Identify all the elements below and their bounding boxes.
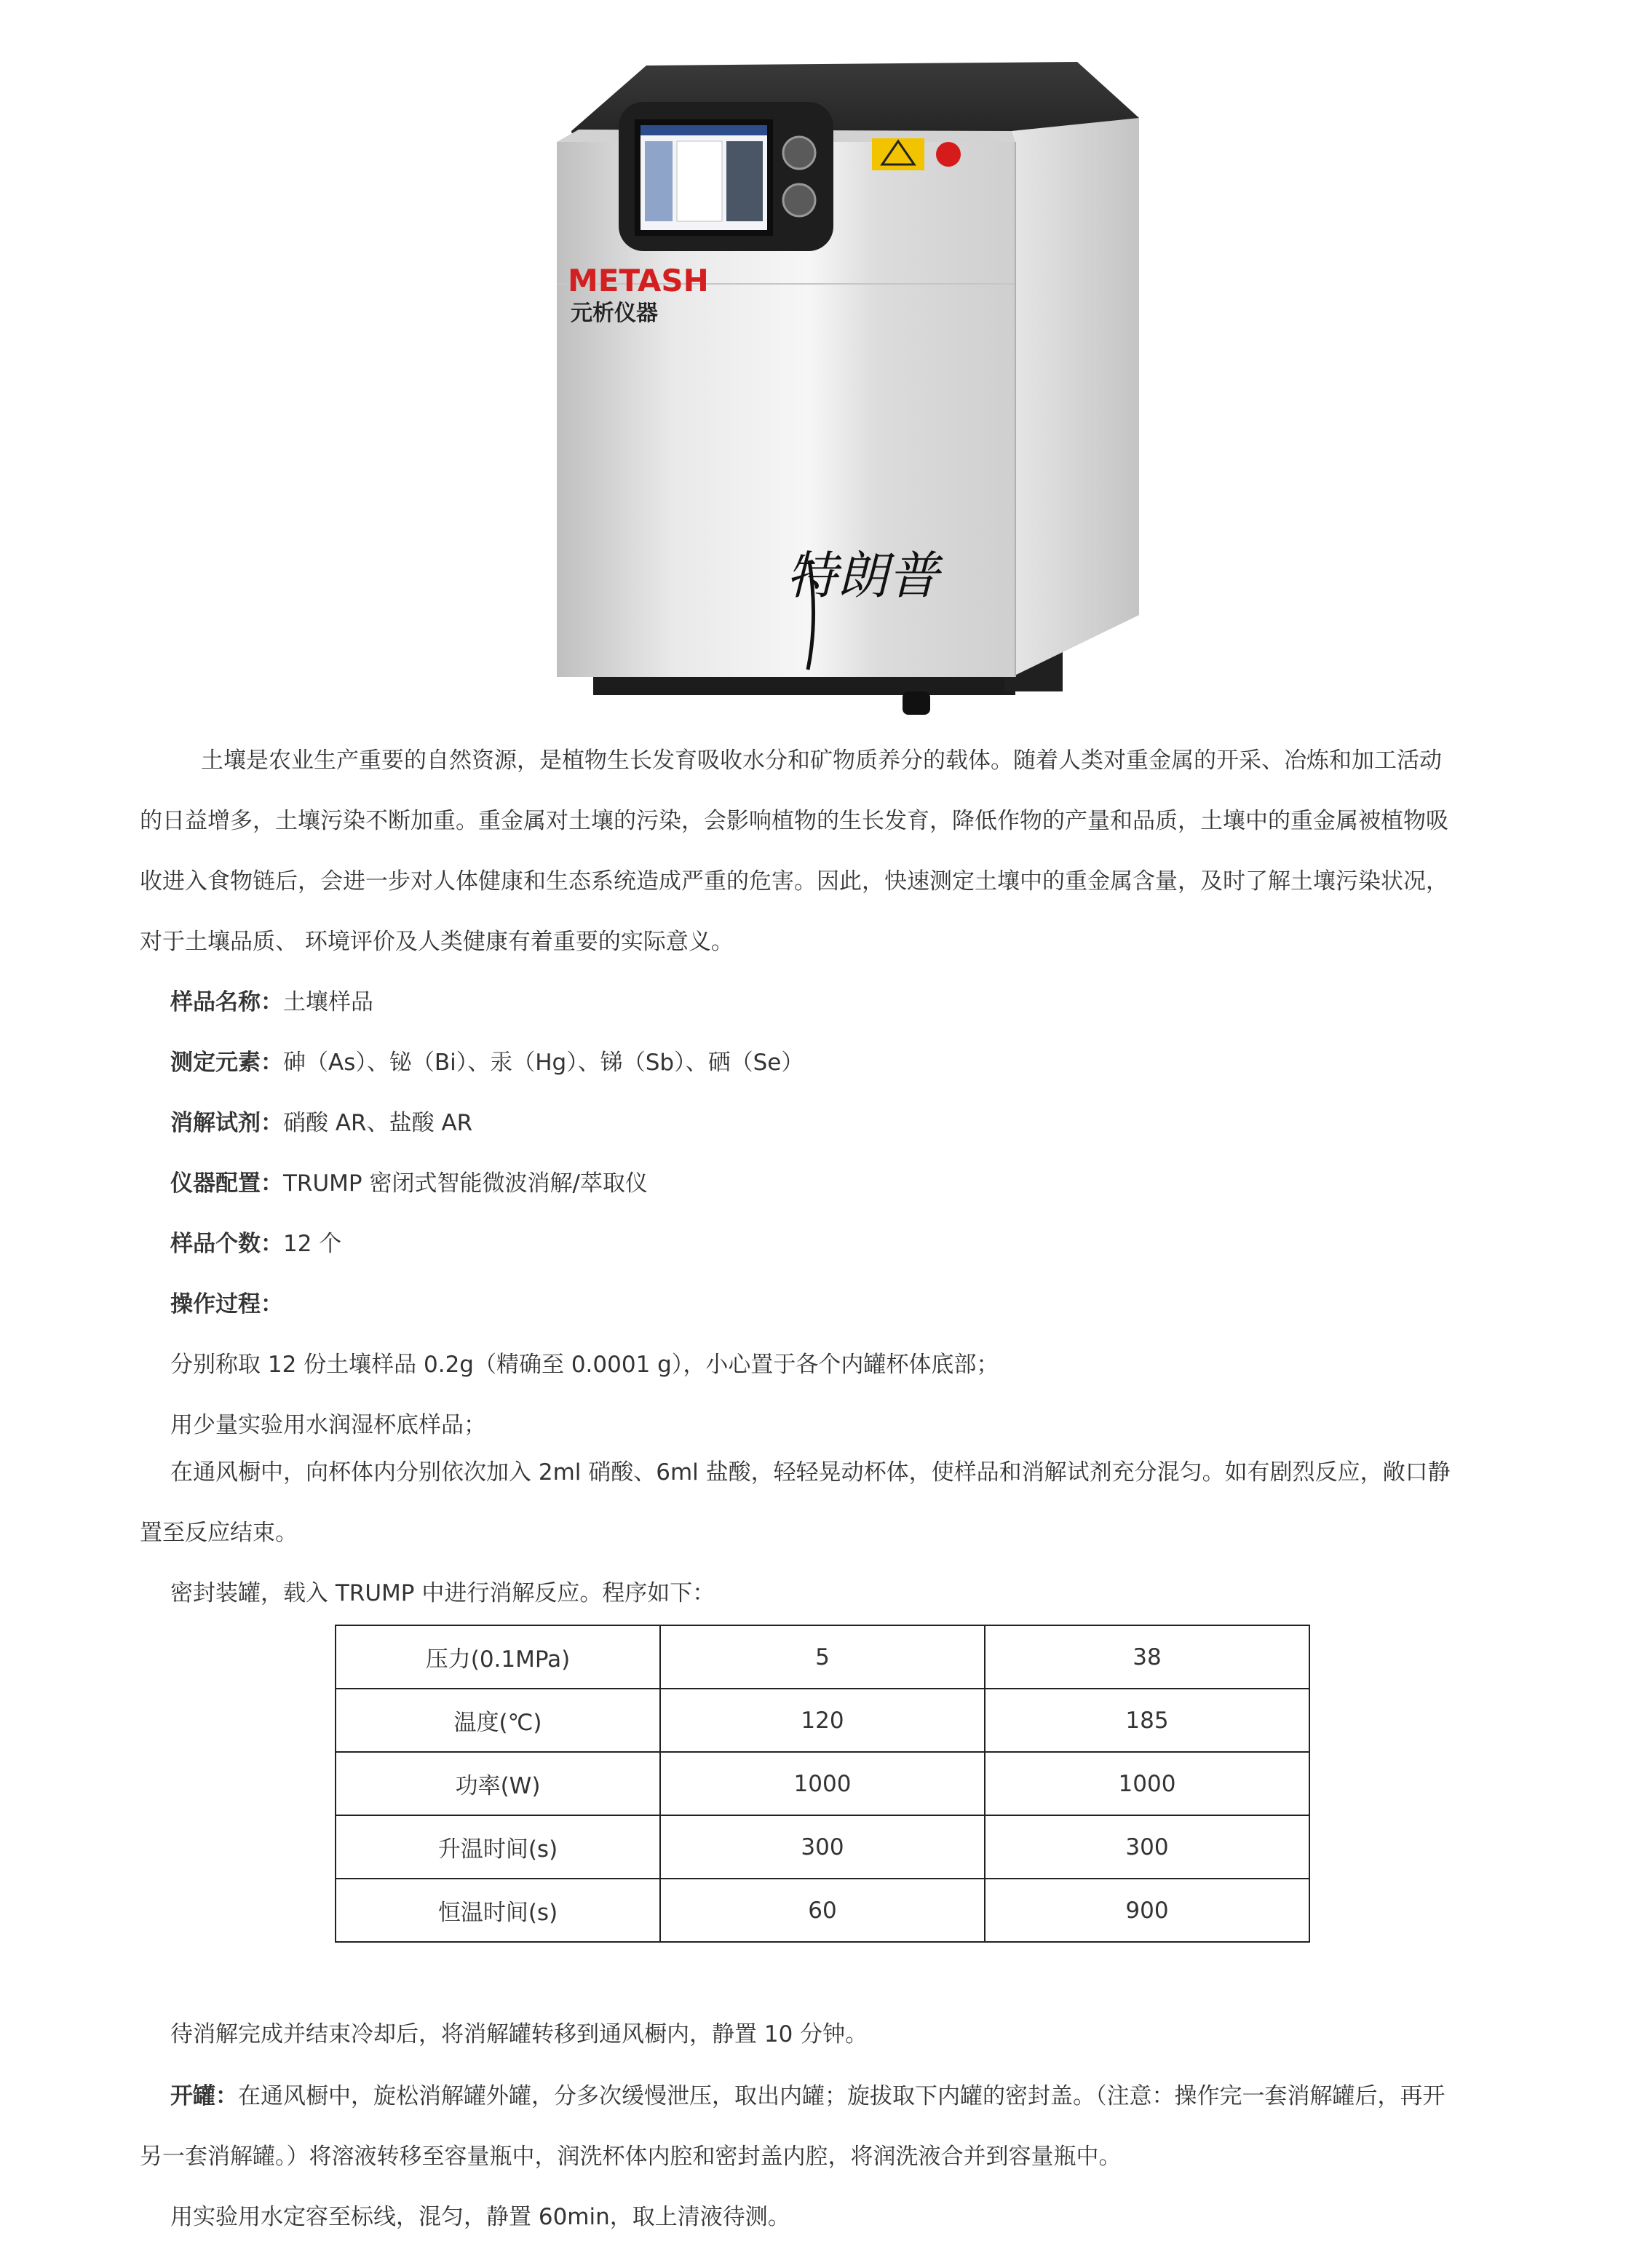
intro-line-1: 土壤是农业生产重要的自然资源，是植物生长发育吸收水分和矿物质养分的载体。随着人类对重金属的开采、冶炼和加工活动 <box>201 748 1442 774</box>
model-signature: 特朗普 <box>786 546 939 606</box>
table-cell: 恒温时间(s) <box>336 1879 660 1942</box>
brand-logo-text: METASH <box>568 263 709 298</box>
step-open-vessel <box>170 2082 1445 2111</box>
field-reagents <box>170 1109 472 1138</box>
table-row <box>336 1752 1309 1815</box>
table-cell: 升温时间(s) <box>336 1815 660 1879</box>
field-instrument <box>170 1169 648 1198</box>
field-value: 土壤样品 <box>283 989 373 1015</box>
step-cool: 待消解完成并结束冷却后，将消解罐转移到通风橱内，静置 10 分钟。 <box>170 2021 868 2047</box>
table-cell: 300 <box>985 1815 1309 1879</box>
step-wet: 用少量实验用水润湿杯底样品； <box>170 1412 486 1438</box>
field-elements <box>170 1048 804 1077</box>
field-label: 仪器配置： <box>170 1170 283 1197</box>
table-cell: 38 <box>985 1625 1309 1689</box>
table-cell: 185 <box>985 1689 1309 1752</box>
field-sample-count <box>170 1229 341 1258</box>
table-cell: 1000 <box>985 1752 1309 1815</box>
field-label: 样品名称： <box>170 989 283 1015</box>
table-cell: 1000 <box>660 1752 985 1815</box>
step-final: 用实验用水定容至标线，混匀，静置 60min，取上清液待测。 <box>170 2204 790 2230</box>
field-label: 测定元素： <box>170 1050 283 1076</box>
microwave-digester-illustration <box>539 51 1165 728</box>
table-cell: 5 <box>660 1625 985 1689</box>
field-label: 操作过程： <box>170 1291 283 1317</box>
table-cell: 900 <box>985 1879 1309 1942</box>
step-weigh: 分别称取 12 份土壤样品 0.2g（精确至 0.0001 g），小心置于各个内罐杯体底部； <box>170 1352 999 1378</box>
field-value: TRUMP 密闭式智能微波消解/萃取仪 <box>283 1170 648 1197</box>
field-sample-name <box>170 988 373 1017</box>
open-label: 开罐： <box>170 2083 238 2109</box>
table-row <box>336 1689 1309 1752</box>
field-value: 砷（As）、铋（Bi）、汞（Hg）、锑（Sb）、硒（Se） <box>283 1050 804 1076</box>
step-open-vessel-cont: 另一套消解罐。）将溶液转移至容量瓶中，润洗杯体内腔和密封盖内腔，将润洗液合并到容量瓶中。 <box>140 2144 1122 2170</box>
table-cell: 压力(0.1MPa) <box>336 1625 660 1689</box>
step-add-acid: 在通风橱中，向杯体内分别依次加入 2ml 硝酸、6ml 盐酸，轻轻晃动杯体，使样品和消解试剂充分混匀。如有剧烈反应，敞口静 <box>170 1459 1451 1486</box>
digestion-program-table <box>335 1625 1310 1943</box>
intro-line-4: 对于土壤品质、 环境评价及人类健康有着重要的实际意义。 <box>140 929 734 955</box>
field-procedure <box>170 1290 283 1319</box>
table-row <box>336 1815 1309 1879</box>
step-seal: 密封装罐，载入 TRUMP 中进行消解反应。程序如下： <box>170 1580 715 1606</box>
field-label: 消解试剂： <box>170 1110 283 1136</box>
table-cell: 300 <box>660 1815 985 1879</box>
table-cell: 温度(℃) <box>336 1689 660 1752</box>
product-image <box>539 51 1165 728</box>
table-cell: 功率(W) <box>336 1752 660 1815</box>
table-row <box>336 1879 1309 1942</box>
open-text: 在通风橱中，旋松消解罐外罐，分多次缓慢泄压，取出内罐；旋拔取下内罐的密封盖。（注意：操作完一套消解罐后，再开 <box>238 2083 1445 2109</box>
field-label: 样品个数： <box>170 1231 283 1257</box>
intro-line-3: 收进入食物链后，会进一步对人体健康和生态系统造成严重的危害。因此，快速测定土壤中的重金属含量，及时了解土壤污染状况， <box>140 868 1448 895</box>
brand-chinese-name: 元析仪器 <box>571 301 658 326</box>
table-cell: 120 <box>660 1689 985 1752</box>
table-cell: 60 <box>660 1879 985 1942</box>
step-add-acid-cont: 置至反应结束。 <box>140 1520 298 1546</box>
field-value: 硝酸 AR、盐酸 AR <box>283 1110 473 1136</box>
field-value: 12 个 <box>283 1231 342 1257</box>
intro-line-2: 的日益增多，土壤污染不断加重。重金属对土壤的污染，会影响植物的生长发育，降低作物的产量和品质，土壤中的重金属被植物吸 <box>140 808 1448 834</box>
table-row <box>336 1625 1309 1689</box>
